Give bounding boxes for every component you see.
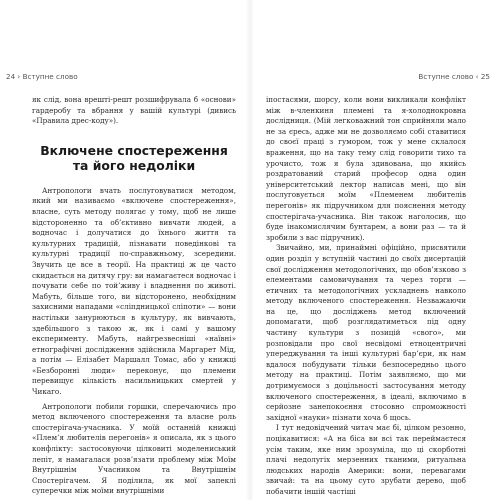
- paragraph: Антропологи вчать послуговуватися методом, який ми називаємо «включене спостереження», власне, суть методу полягає у тому, щоб не лише відстороненно та об’єктивно вивчати людей, а водночас і долучатися до їхнього життя та культурних традицій, пізнавати поведінкові та культурні традиції по-справжньому, зсередини. Звучить це все в теорії. На практиці ж це часто скидається на дитячу гру: ви намагаєтеся водночас і почувати себе по той’живу і владнення по животі. Мабуть, більше того, ви відсторонено, необхідним захисними нападами «сліпдницької сліпоти» — вони настільки занурюються в культуру, як вивчають, здебільшого з такою ж, як і самі у вашому експерименту. Мабуть, найгрезвесніші «наївні» етнографічні дослідження здійснила Маргарет Мід, а потім — Елізабет Маршалл Томас, або у книжці «Безборонні люди» переконує, що племени перевищує кількість насильницьких смертей у Чикаго.: [32, 185, 236, 397]
- heading-line: Включене спостереження: [40, 142, 228, 158]
- section-heading: [32, 143, 236, 173]
- paragraph: І тут недовідчений читач має бі, цілком резонно, поцікавитися: «А на біса ви всі так переймаєтеся усім таким, яке ним зрозуміла, що ці скорботні плачі недолугіх мерзенних тканими, ритуальна людських народів Америки: вони, перевагами звичай: та на цьому суто зрубати дерево, щоб побачити іншій частіші: [266, 423, 466, 496]
- paragraph: Антропологи побили горшки, сперечаючись про метод включеного спостереження та власне роль спостерігача-учасника. У моїй останній книжці «Плем’я любителів перегонів» я описала, як з цього конфлікту: застосовуючи цілковиті моделениський лепіт, я намагалася розв’язати проблему між Моїм Внутрішнім Учасником та Внутрішнім Спостерігачем. Я поділила, як мої запеклі суперечки між моїми внутрішніми: [32, 401, 236, 496]
- paragraph: Звичайно, ми, принаймні офіційно, присвятили один розділ у вступній частині до своїх дисертацій свої дослідження методологічних, що обов’язково з елементами самовичування та через торги — етичних та методологічних ускладнень навколо методу включеного спостереження. Незважаючи на це, що досліджень метод включений допомагати, щоб розглядатиметься під одну частину культури з позицій «свого», ми розповідали про свої несвідомі етноцентричні упереджування та інші культурні бар’єри, як нам вдалося побудувати тільки безпосередньо цього методу на практиці. Потім заявляємо, що ми дотримуємося з доцільності застосування методу включеного спостереження, в ідеалі, включимо в серйозне занепокоєння стосовно спроможності західної «науки» пізнати хоча б щось.: [266, 243, 466, 422]
- left-folio: 24 › Вступне слово: [6, 72, 78, 81]
- left-page-body: [32, 95, 236, 497]
- paragraph: як слід, вона врешті-решт розшифрувала б «основи» гардеробу та вбрання у вашій культурі (дивись «Правила дрес-коду»).: [32, 95, 236, 126]
- right-folio: Вступне слово ‹ 25: [418, 72, 490, 81]
- right-page-body: [266, 95, 466, 498]
- heading-line: та його недоліки: [72, 157, 196, 173]
- right-page: [250, 0, 500, 500]
- paragraph: іпостасями, шорсу, коли вони викликали конфлікт між в-членкиня племені та я-холоднокровна дослідниця. (Мій легковажний тон сприйняли мало не за єресь, адже ми не дозволяємо собі ставитися до своєї праці з гумором, тож у мене склалося враження, що на таку тему слід говорити тихо та урочисто, тож я була здивована, що якийсь роздратований старий професор одна один університетський лектор написав мені, що він послуговується моїм «Племенем любителів перегонів» як підручником для пояснення методу спостерігача-учасника. Він також наголосив, що буде інакомислячим бунтарем, а вони раз — та й зробили з вас підручник).: [266, 95, 466, 242]
